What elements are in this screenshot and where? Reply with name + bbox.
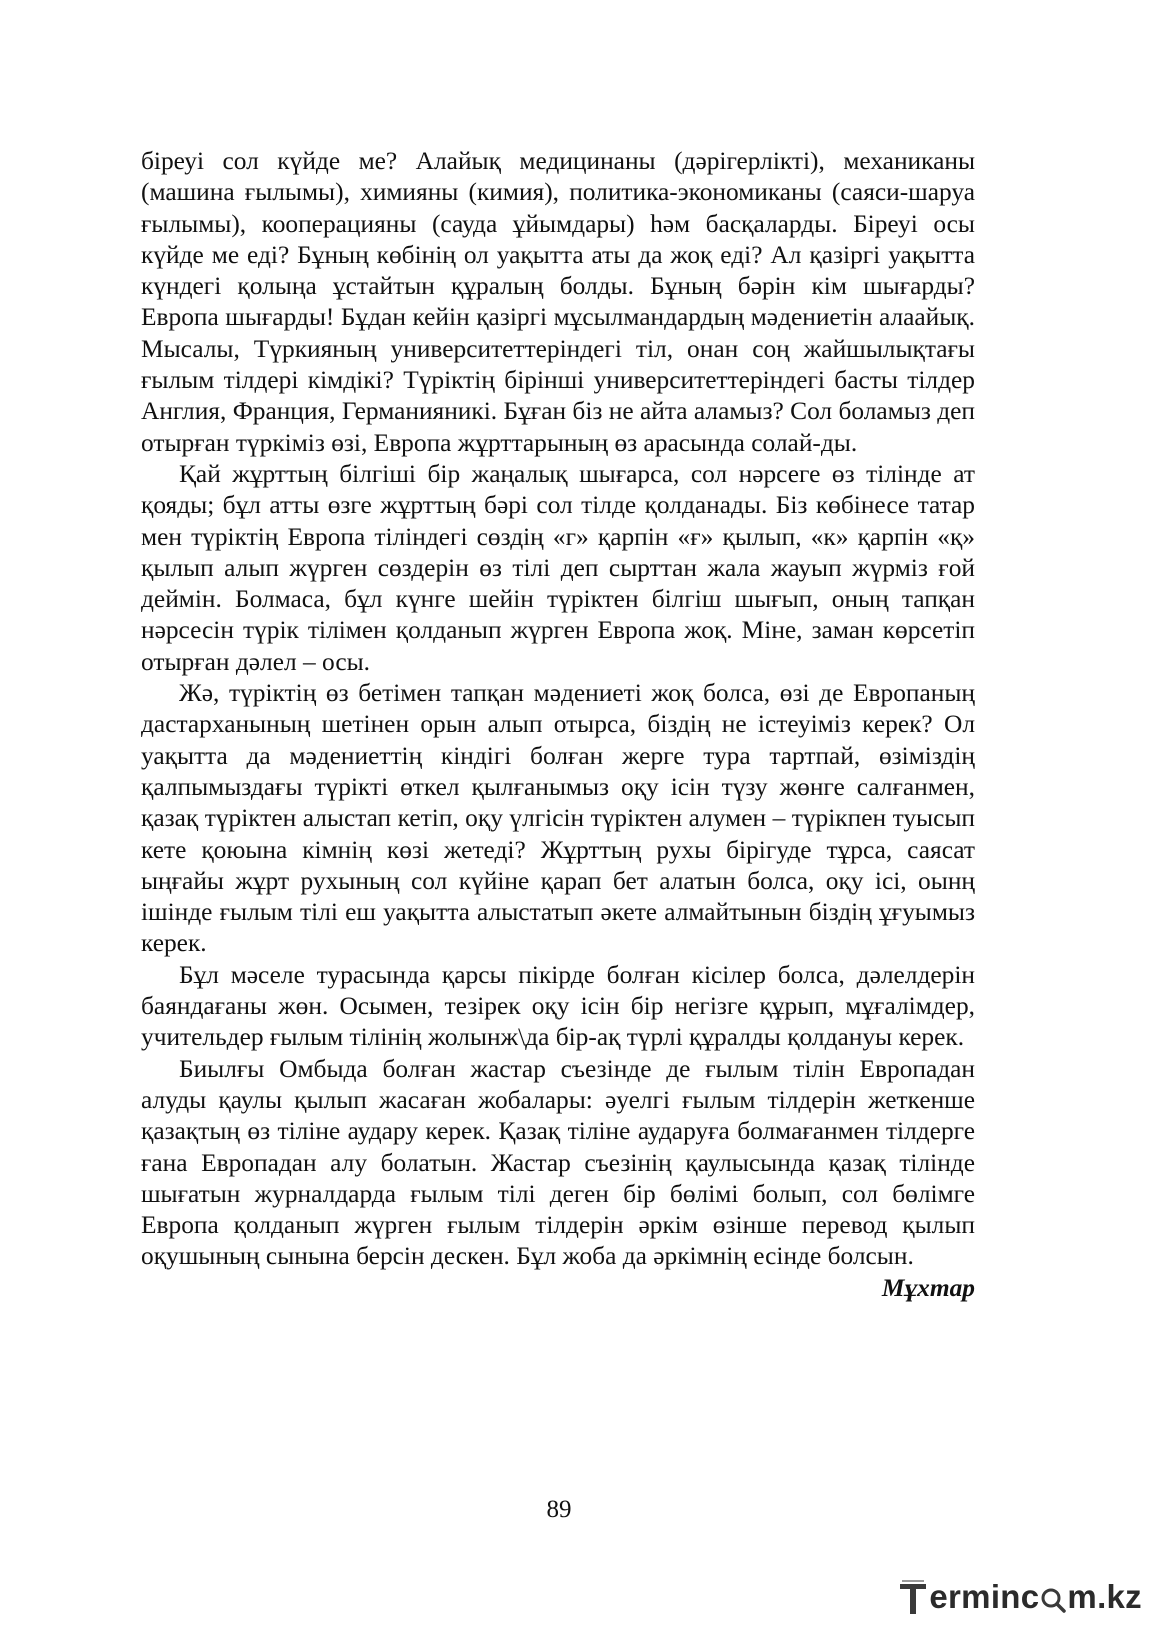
watermark-text-end: m.kz [1067,1578,1142,1615]
paragraph-5: Биылғы Омбыда болған жастар съезінде де ғылым тілін Европадан алуды қаулы қылып жасаған жобалары: әуелгі ғылым тілдерін жеткенше қазақтың өз тіліне аудару керек. Қазақ тіліне аударуға болмағанмен тілдерге ғана Европадан алу болатын. Жастар съезінің қаулысында қазақ тілінде шығатын журналдарда ғылым тілі деген бір бөлімі болып, сол бөлімге Европа қолданып жүрген ғылым тілдерін әркім өзінше перевод қылып оқушының сынына берсін дескен. Бұл жоба да әркімнің есінде болсын. [141,1054,975,1271]
paragraph-4: Бұл мәселе турасында қарсы пікірде болған кісілер болса, дәлелдерін баяндағаны жөн. Осымен, тезірек оқу ісін бір негізге құрып, мұғалімдер, учительдер ғылым тілінің жолынж\да бір-ақ түрлі құралды қолдануы керек. [141,960,975,1052]
watermark-text-start: erminc [929,1578,1040,1615]
author-signature: Мұхтар [881,1273,975,1302]
stylized-t-icon [898,1578,928,1616]
body-text [141,146,975,1304]
paragraph-1: біреуі сол күйде ме? Алайық медицинаны (дәрігерлікті), механиканы (машина ғылымы), химияны (кимия), политика-экономиканы (саяси-шаруа ғылымы), кооперацияны (сауда ұйымдары) һәм басқаларды. Біреуі осы күйде ме еді? Бұның көбінің ол уақытта аты да жоқ еді? Ал қазіргі уақытта күндегі қолыңа ұстайтын құралың болды. Бұның бәрін кім шығарды? Европа шығарды! Бұдан кейін қазіргі мұсылмандардың мәдениетін алаайық. Мысалы, Түркияның университеттеріндегі тіл, онан соң жайшылықтағы ғылым тілдері кімдікі? Түріктің бірінші университеттеріндегі басты тілдер Англия, Франция, Германияникі. Бұған біз не айта аламыз? Сол боламыз деп отырған түркіміз өзі, Европа жұрттарының өз арасында солай-ды. [141,147,975,457]
page-number: 89 [546,1496,572,1523]
paragraph-2: Қай жұрттың білгіші бір жаңалық шығарса, сол нәрсеге өз тілінде ат қояды; бұл атты өзге жұрттың бәрі сол тілде қолданады. Біз көбінесе татар мен түріктің Европа тіліндегі сөздің «г» қарпін «ғ» қылып, «к» қарпін «қ» қылып алып жүрген сөздерін өз тілі деп сырттан жала жауып жүрміз ғой деймін. Болмаса, бұл күнге шейін түріктен білгіш шығып, оның тапқан нәрсесін түрік тілімен қолданып жүрген Европа жоқ. Міне, заман көрсетіп отырған дәлел – осы. [141,459,975,676]
magnifier-o-icon [1039,1580,1067,1614]
paragraph-3: Жә, түріктің өз бетімен тапқан мәдениеті жоқ болса, өзі де Европаның дастарханының шетінен орын алып отырса, біздің не істеуіміз керек? Ол уақытта да мәдениеттің кіндігі болған жерге тура тартпай, өзіміздің қалпымыздағы түрікті өткел қылғанымыз оқу ісін түзу жөнге салғанмен, қазақ түріктен алыстап кетіп, оқу үлгісін түріктен алумен – түрікпен туысып кете қоюына кімнің көзі жетеді? Жұрттың рухы бірігуде тұрса, саясат ыңғайы жұрт рухының сол күйіне қарап бет алатын болса, оқу ісі, оынң ішінде ғылым тілі еш уақытта алыстатып әкете алмайтынын біздің ұғуымыз керек. [141,679,975,958]
termincom-watermark [898,1577,1142,1617]
